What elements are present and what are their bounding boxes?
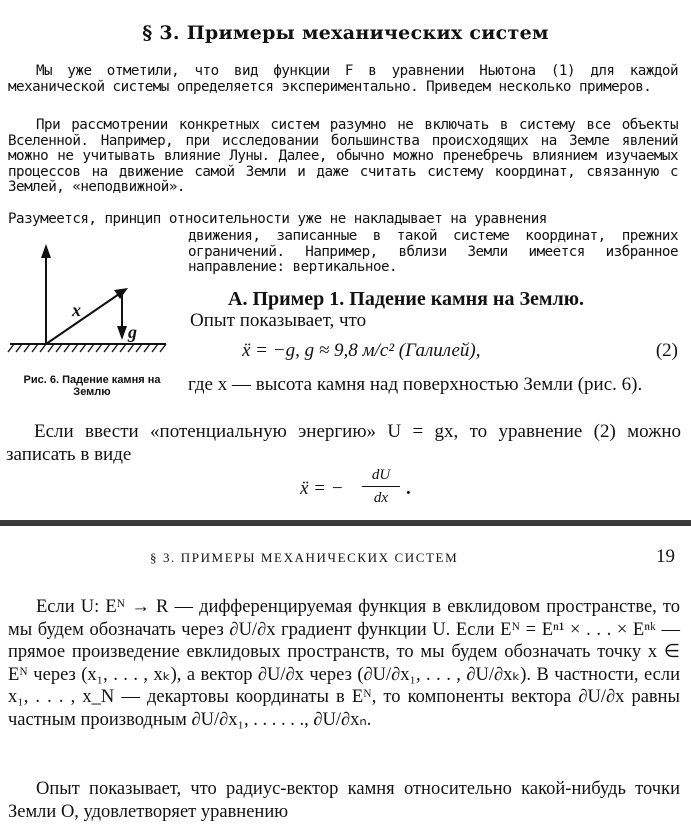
equation-2 [242,340,682,362]
paragraph-intro: Мы уже отметили, что вид функции F в уравнении Ньютона (1) для каждой механической системы определяется экспериментально. Приведем несколько примеров. [8,63,678,95]
example-heading: А. Пример 1. Падение камня на Землю. [228,288,585,310]
figure-caption: Рис. 6. Падение камня на Землю [23,374,161,398]
equation-3-fraction [362,466,400,507]
potential-text: Если ввести «потенциальную энергию» U = gx, то уравнение (2) можно записать в виде [6,421,681,465]
radius-vector-paragraph: Опыт показывает, что радиус-вектор камня относительно какой-нибудь точки Земли O, удовлетворяет уравнению [8,779,680,822]
equation-3-lhs: ẍ = − [300,478,344,499]
equation-3-end: . [406,478,411,499]
fraction-denominator: dx [373,490,389,507]
gradient-paragraph: Если U: Eᴺ → R — дифференцируемая функция в евклидовом пространстве, то мы будем обозначать через ∂U/∂x градиент функции U. Если Eᴺ = Eⁿ¹ × . . . × Eⁿᵏ — прямое произведение евклидовых пространств, то мы будем обозначать точку x ∈ Eᴺ через (x₁, . . . , xₖ), а вектор ∂U/∂x через (∂U/∂x₁, . . . , ∂U/∂xₖ). В частности, если x₁, . . . , x_N — декартовы координаты в Eᴺ, то компоненты вектора ∂U/∂x равны частным производным ∂U/∂x₁, . . . . . ., ∂U/∂xₙ. [8,597,680,730]
paragraph-relativity: Разумеется, принцип относительности уже не накладывает на уравнения [8,211,547,227]
figure-falling-stone [6,240,174,370]
vertical-arrowhead [41,244,51,258]
running-head: § 3. ПРИМЕРЫ МЕХАНИЧЕСКИХ СИСТЕМ [150,550,459,565]
equation-2-number: (2) [655,340,678,361]
where-text: где x — высота камня над поверхностью Земли (рис. 6). [188,374,643,395]
fraction-bar [362,486,400,487]
page-number: 19 [656,546,675,567]
experience-line: Опыт показывает, что [190,310,367,331]
equation-2-body: ẍ = −g, g ≈ 9,8 м/с² (Галилей), [242,340,481,361]
page-divider [0,520,691,526]
position-vector [46,292,122,344]
fraction-numerator: dU [371,467,391,483]
gravity-arrowhead [117,326,127,340]
section-title: § 3. Примеры механических систем [142,22,549,44]
lower-page [0,528,691,833]
paragraph-systems: При рассмотрении конкретных систем разумно не включать в систему все объекты Вселенной. Например, при исследовании большинства происходящих на Земле явлений можно не учитывать влияние Луны. Далее, обычно можно пренебречь влиянием изучаемых процессов на движение самой Земли и даже считать систему координат, связанную с Землей, «неподвижной». [8,117,678,196]
label-g: g [128,322,137,342]
label-x: x [72,300,81,320]
ground-hatch [8,344,166,352]
paragraph-relativity-cont: движения, записанные в такой системе координат, прежних ограничений. Например, вблизи Земли имеется избранное направление: вертикальное. [188,228,678,276]
equation-3 [300,466,500,510]
